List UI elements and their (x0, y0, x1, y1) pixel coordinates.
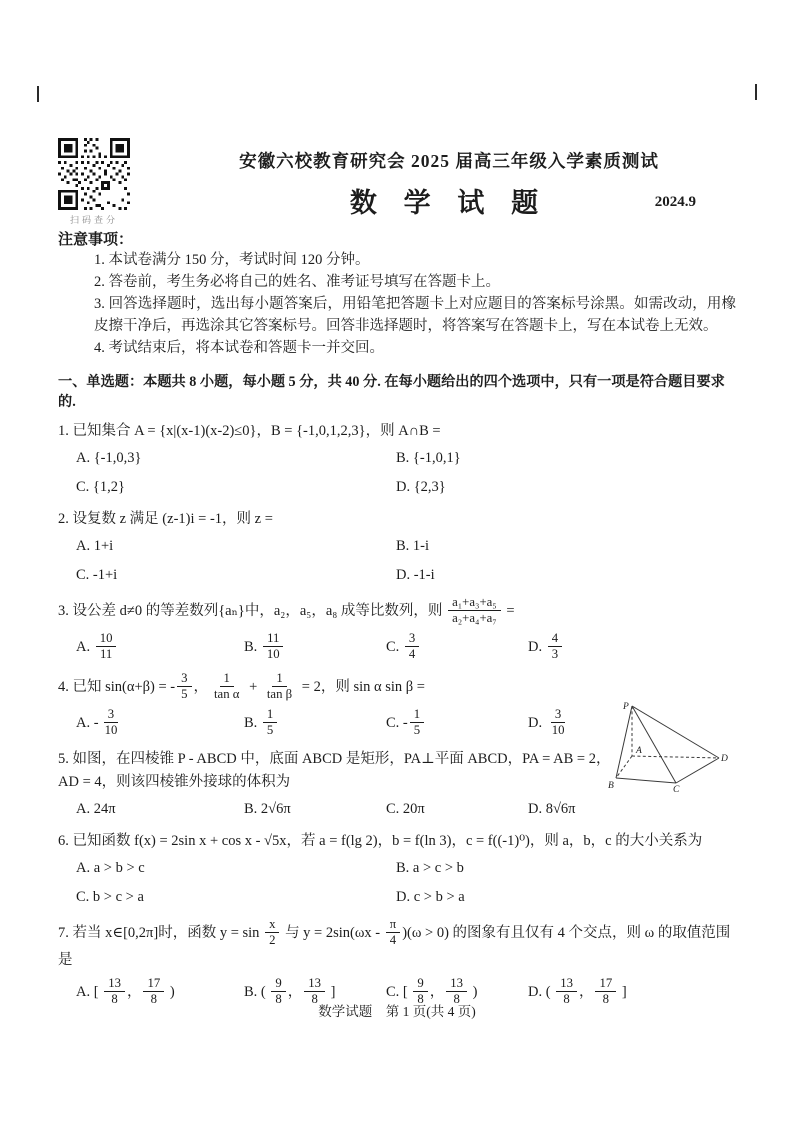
fraction: $\frac{\text{a₁+a₃+a₅}}{\text{a₂+a₄+a₇}}$ (448, 595, 501, 626)
option: B. a > c > b (396, 860, 464, 877)
question-stem: 4. 已知 sin(α+β) = - $\frac{3}{5}$ ， $\frac{1}{\text{tan α}}$ + $\frac{1}{\text{tan β}}$ = 2，则 sin α sin β = (58, 670, 425, 701)
notice-label: 注意事项： (58, 232, 134, 248)
fraction: $\frac{\pi}{4}$ (386, 917, 400, 948)
question-stem: 1. 已知集合 A = {x|(x-1)(x-2)≤0}，B = {-1,0,1,2,3}，则 A∩B = (58, 423, 441, 440)
option: C. - $\frac{1}{5}$ (386, 708, 528, 739)
exam-session-title: 安徽六校教育研究会 2025 届高三年级入学素质测试 (239, 151, 659, 171)
option: B. $\frac{11}{10}$ (244, 632, 386, 663)
question-stem: 2. 设复数 z 满足 (z-1)i = -1，则 z = (58, 510, 273, 527)
vertex-label-d: D (721, 754, 728, 764)
fraction: $\frac{17}{8}$ (595, 976, 616, 1007)
fraction: $\frac{9}{8}$ (271, 976, 285, 1007)
option: D. -1-i (396, 566, 435, 583)
notice-list (58, 249, 736, 359)
fraction: $\frac{13}{8}$ (104, 976, 125, 1007)
question-stem: 7. 若当 x∈[0,2π]时，函数 y = sin $\frac{x}{2}$ 与 y = 2sin(ωx - $\frac{\pi}{4}$ )(ω > 0) 的图象有且仅有 4 个交点，则 ω 的取值范围是 (58, 916, 731, 968)
qr-block (58, 138, 162, 226)
option: D. 8√6π (528, 801, 576, 818)
fraction: $\frac{3}{4}$ (405, 631, 419, 662)
fraction: $\frac{1}{\text{tan β}}$ (266, 670, 293, 701)
option: D. {2,3} (396, 479, 446, 496)
vertex-label-c: C (673, 785, 680, 793)
notice-item: 1. 本试卷满分 150 分，考试时间 120 分钟。 (94, 252, 370, 268)
fraction: $\frac{1}{5}$ (410, 707, 424, 738)
section-heading: 一、单选题：本题共 8 小题，每小题 5 分，共 40 分. 在每小题给出的四个选项中，只有一项是符合题目要求的. (58, 374, 725, 411)
question (58, 918, 736, 1008)
question-stem: 5. 如图，在四棱锥 P - ABCD 中，底面 ABCD 是矩形，PA⊥平面 ABCD，PA = AB = 2，AD = 4，则该四棱锥外接球的体积为 (58, 751, 611, 791)
option: A. - $\frac{3}{10}$ (76, 708, 244, 739)
question-stem: 3. 设公差 d≠0 的等差数列{aₙ}中，a₂，a₅，a₈ 成等比数列，则 $\frac{\text{a₁+a₃+a₅}}{\text{a₂+a₄+a₇}}$ = (58, 594, 515, 625)
exam-date: 2024.9 (654, 194, 696, 210)
registration-mark (37, 86, 39, 102)
question-options (58, 799, 736, 821)
option: D. ( $\frac{13}{8}$ ， $\frac{17}{8}$ ] (528, 976, 627, 1007)
notice-item: 2. 答卷前，考生务必将自己的姓名、准考证号填写在答题卡上。 (94, 274, 500, 291)
qr-code-icon (58, 138, 130, 210)
fraction: $\frac{13}{8}$ (446, 976, 467, 1007)
question-options (58, 632, 736, 663)
fraction: $\frac{1}{5}$ (263, 707, 277, 738)
question (58, 596, 736, 663)
fraction: $\frac{1}{\text{tan α}}$ (214, 670, 240, 701)
option: A. $\frac{10}{11}$ (76, 632, 244, 663)
option: C. 20π (386, 801, 425, 818)
vertex-label-p: P (623, 702, 629, 712)
option: B. {-1,0,1} (396, 450, 461, 467)
qr-caption: 扫码查分 (69, 215, 118, 225)
option: A. [ $\frac{13}{8}$ ， $\frac{17}{8}$ ) (76, 976, 175, 1007)
option: B. 2√6π (244, 801, 291, 818)
fraction: $\frac{3}{10}$ (551, 706, 565, 737)
fraction: $\frac{13}{8}$ (304, 976, 325, 1007)
option: D. $\frac{4}{3}$ (528, 632, 736, 663)
fraction: $\frac{3}{10}$ (104, 706, 118, 737)
notice-item: 3. 回答选择题时，选出每小题答案后，用铅笔把答题卡上对应题目的答案标号涂黑。如需改动，用橡皮擦干净后，再选涂其它答案标号。回答非选择题时，将答案写在答题卡上，写在本试卷上无效。 (94, 296, 736, 335)
fraction: $\frac{4}{3}$ (548, 631, 562, 662)
fraction: $\frac{x}{2}$ (265, 917, 279, 948)
pyramid-figure (606, 698, 728, 793)
question-options (58, 858, 736, 909)
footer-text: 数学试题 第 1 页(共 4 页) (318, 1004, 476, 1019)
fraction: $\frac{13}{8}$ (556, 976, 577, 1007)
option: C. {1,2} (76, 479, 125, 496)
question-options (58, 448, 736, 499)
question (58, 508, 736, 587)
question (58, 830, 736, 909)
title-block (162, 138, 736, 226)
vertex-label-a: A (636, 746, 642, 756)
option: B. $\frac{1}{5}$ (244, 708, 386, 739)
fraction: $\frac{9}{8}$ (413, 976, 427, 1007)
fraction: $\frac{17}{8}$ (143, 976, 164, 1007)
fraction: $\frac{3}{5}$ (177, 671, 191, 702)
notice-item: 4. 考试结束后，将本试卷和答题卡一并交回。 (94, 340, 384, 357)
page-footer (0, 1000, 794, 1020)
option: A. a > b > c (76, 860, 145, 877)
option: A. 1+i (76, 538, 114, 555)
header (58, 138, 736, 226)
option: D. c > b > a (396, 889, 465, 906)
option: C. $\frac{3}{4}$ (386, 632, 528, 663)
fraction: $\frac{10}{11}$ (96, 631, 117, 662)
exam-title: 数 学 试 题 (349, 188, 549, 218)
notice-section (58, 228, 736, 359)
question-options (58, 536, 736, 587)
option: A. {-1,0,3} (76, 450, 142, 467)
option: C. b > c > a (76, 889, 144, 906)
option: B. ( $\frac{9}{8}$ ， $\frac{13}{8}$ ] (244, 976, 336, 1007)
vertex-label-b: B (608, 781, 614, 791)
option: B. 1-i (396, 538, 430, 555)
question (58, 420, 736, 499)
fraction: $\frac{11}{10}$ (263, 631, 284, 662)
option: A. 24π (76, 801, 116, 818)
question-stem: 6. 已知函数 f(x) = 2sin x + cos x - √5x，若 a = f(lg 2)，b = f(ln 3)，c = f((-1)⁰)，则 a，b，c 的大小关系为 (58, 833, 703, 850)
option: C. -1+i (76, 566, 118, 583)
option: D. $\frac{3}{10}$ (528, 708, 736, 739)
option: C. [ $\frac{9}{8}$ ， $\frac{13}{8}$ ) (386, 976, 478, 1007)
registration-mark (755, 84, 757, 100)
